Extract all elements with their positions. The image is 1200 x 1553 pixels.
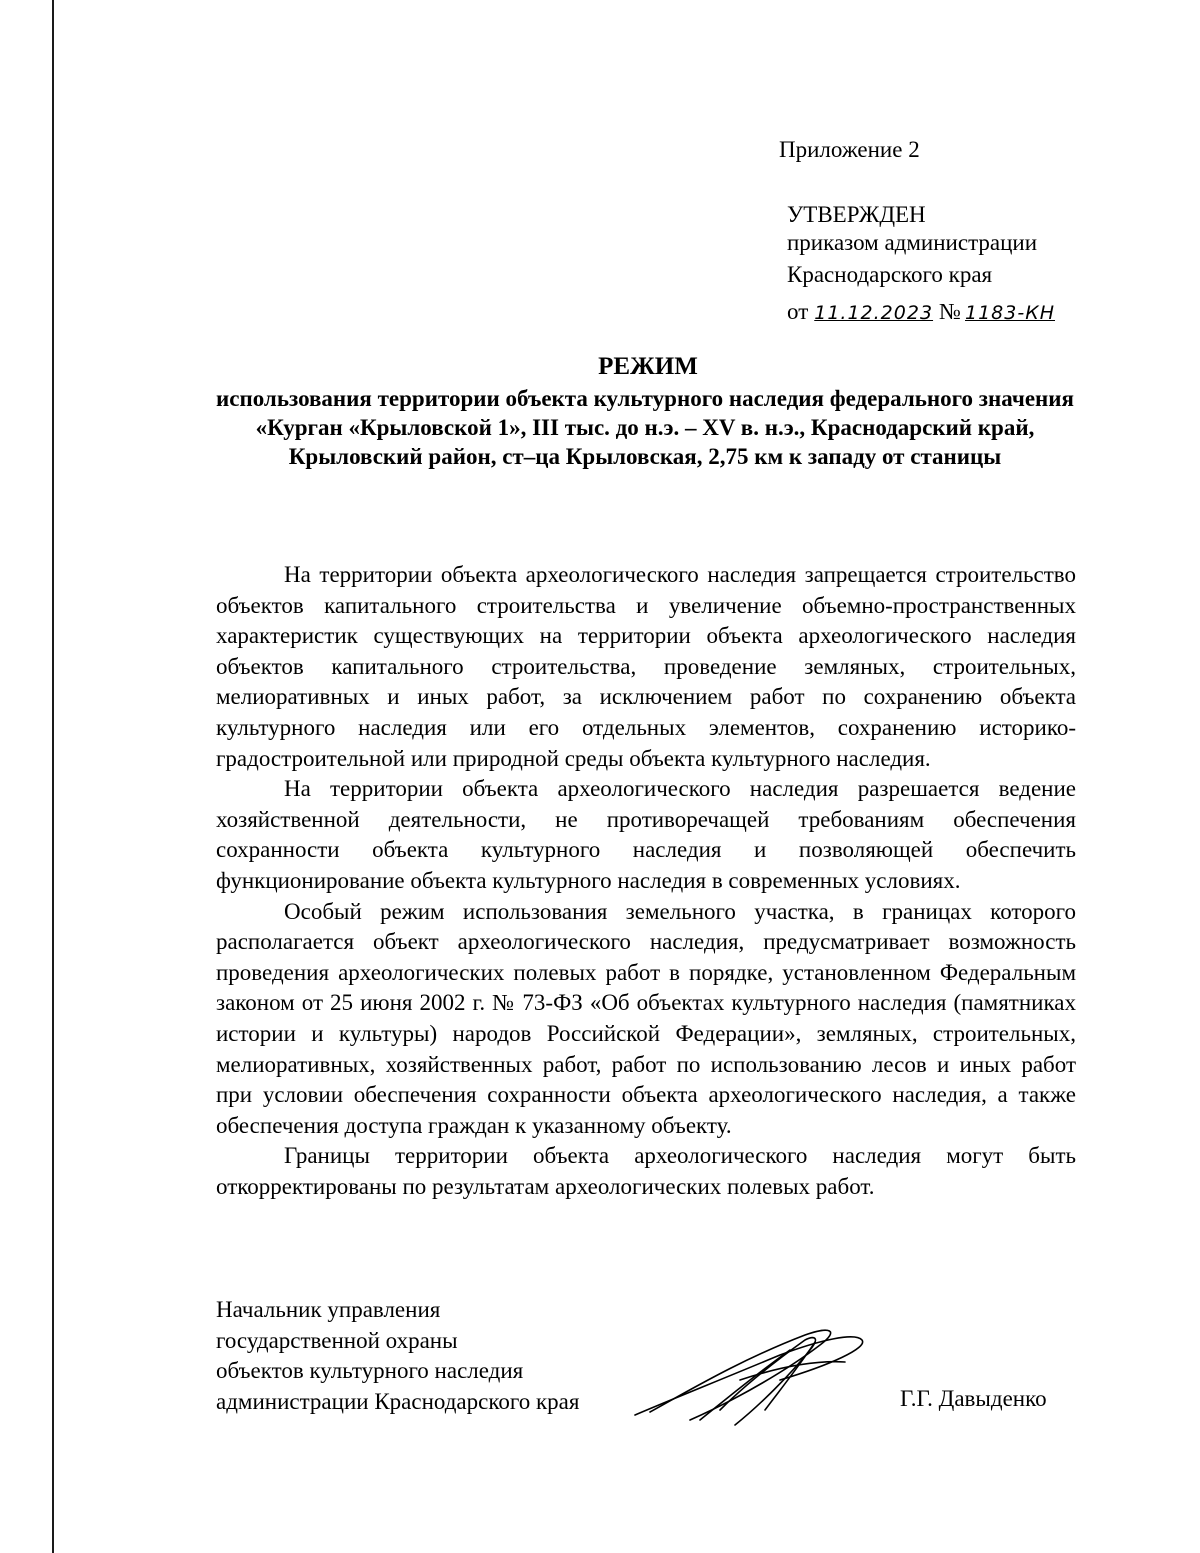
document-body <box>216 560 1076 1202</box>
order-date-row <box>787 297 1055 328</box>
approved-line-1: приказом администрации <box>787 230 1038 255</box>
paragraph-2: На территории объекта археологического наследия разрешается ведение хозяйственной деятельности, не противоречащей требованиям обеспечения сохранности объекта культурного наследия и позволяющей обеспечить функционирование объекта культурного наследия в современных условиях. <box>216 776 1076 893</box>
number-sign: № <box>939 299 961 324</box>
paragraph-4: Границы территории объекта археологического наследия могут быть откорректированы по результатам археологических полевых работ. <box>216 1143 1076 1199</box>
handwritten-signature <box>630 1320 870 1435</box>
position-line-2: государственной охраны <box>216 1327 458 1353</box>
document-subtitle: использования территории объекта культурного наследия федерального значения «Курган «Крыловской 1», III тыс. до н.э. – XV в. н.э., Краснодарский край, Крыловский район, ст–ца Крыловская, 2,75 км к западу от станицы <box>216 386 1074 469</box>
document-title: РЕЖИМ <box>598 353 698 380</box>
signatory-name: Г.Г. Давыденко <box>900 1386 1047 1411</box>
approved-title: УТВЕРЖДЕН <box>787 202 926 227</box>
position-line-1: Начальник управления <box>216 1297 441 1322</box>
appendix-label: Приложение 2 <box>779 137 920 162</box>
paragraph-1: На территории объекта археологического наследия запрещается строительство объектов капитального строительства и увеличение объемно-пространственных характеристик существующих на территории объекта археологического наследия объектов капитального строительства, проведение земляных, строительных, мелиоративных и иных работ, за исключением работ по сохранению объекта культурного наследия или его отдельных элементов, сохранению историко-градостроительной или природной среды объекта культурного наследия. <box>216 562 1076 771</box>
signatory-position <box>216 1295 579 1417</box>
order-number-handwritten: 1183-КН <box>965 302 1055 324</box>
approved-line-2: Краснодарского края <box>787 262 993 287</box>
scan-edge-line <box>52 0 54 1553</box>
paragraph-3: Особый режим использования земельного участка, в границах которого располагается объект археологического наследия, предусматривает возможность проведения археологических полевых работ в порядке, установленном Федеральным законом от 25 июня 2002 г. № 73-ФЗ «Об объектах культурного наследия (памятниках истории и культуры) народов Российской Федерации», земляных, строительных, мелиоративных, хозяйственных работ, работ по использованию лесов и иных работ при условии обеспечения сохранности объекта археологического наследия, а также обеспечения доступа граждан к указанному объекту. <box>216 898 1076 1138</box>
order-date-handwritten: 11.12.2023 <box>814 302 934 324</box>
date-prefix: от <box>787 299 809 324</box>
position-line-4: администрации Краснодарского края <box>216 1388 580 1414</box>
position-line-3: объектов культурного наследия <box>216 1358 524 1383</box>
